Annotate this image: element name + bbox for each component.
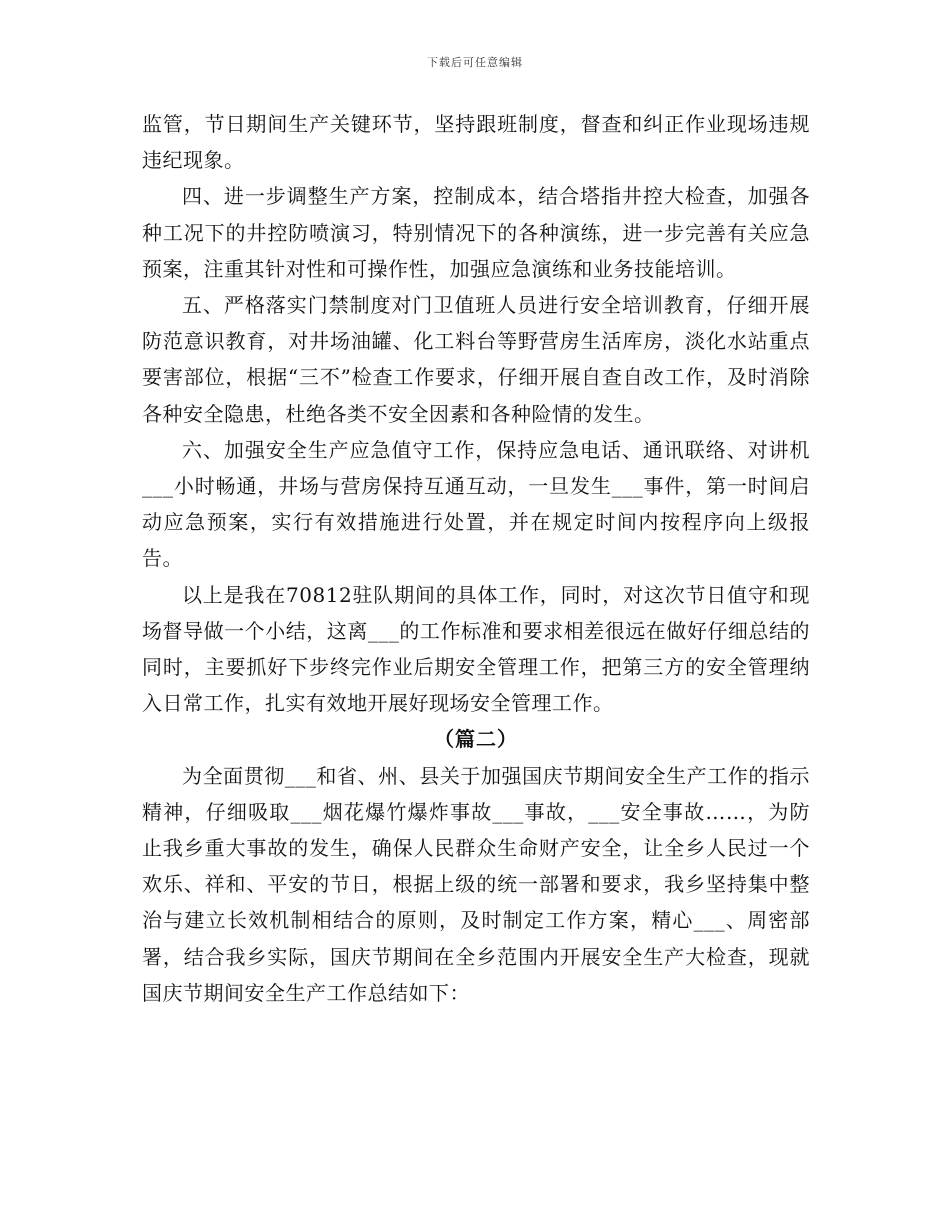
- paragraph-summary: 以上是我在70812驻队期间的具体工作，同时，对这次节日值守和现场督导做一个小结，这离___的工作标准和要求相差很远在做好仔细总结的同时，主要抓好下步终完作业后期安全管理工作，把第三方的安全管理纳入日常工作，扎实有效地开展好现场安全管理工作。: [142, 582, 810, 716]
- paragraph-item-six: 六、加强安全生产应急值守工作，保持应急电话、通讯联络、对讲机___小时畅通，井场与营房保持互通互动，一旦发生___事件，第一时间启动应急预案，实行有效措施进行处置，并在规定时间内按程序向上级报告。: [142, 437, 810, 571]
- paragraph-intro: 为全面贯彻___和省、州、县关于加强国庆节期间安全生产工作的指示精神，仔细吸取___烟花爆竹爆炸事故___事故，___安全事故……，为防止我乡重大事故的发生，确保人民群众生命财产安全，让全乡人民过一个欢乐、祥和、平安的节日，根据上级的统一部署和要求，我乡坚持集中整治与建立长效机制相结合的原则，及时制定工作方案，精心___、周密部署，结合我乡实际，国庆节期间在全乡范围内开展安全生产大检查，现就国庆节期间安全生产工作总结如下：: [142, 763, 810, 1005]
- paragraph-item-four: 四、进一步调整生产方案，控制成本，结合塔指井控大检查，加强各种工况下的井控防喷演习，特别情况下的各种演练，进一步完善有关应急预案，注重其针对性和可操作性，加强应急演练和业务技能培训。: [142, 184, 810, 281]
- paragraph-continuation: 监管，节日期间生产关键环节，坚持跟班制度，督查和纠正作业现场违规违纪现象。: [142, 112, 810, 173]
- paragraph-item-five: 五、严格落实门禁制度对门卫值班人员进行安全培训教育，仔细开展防范意识教育，对井场油罐、化工料台等野营房生活库房，淡化水站重点要害部位，根据“三不”检查工作要求，仔细开展自查自改工作，及时消除各种安全隐患，杜绝各类不安全因素和各种险情的发生。: [142, 293, 810, 426]
- document-body: [142, 106, 810, 1011]
- section-title: （篇二）: [434, 727, 518, 752]
- page-header: 下载后可任意编辑: [427, 56, 523, 69]
